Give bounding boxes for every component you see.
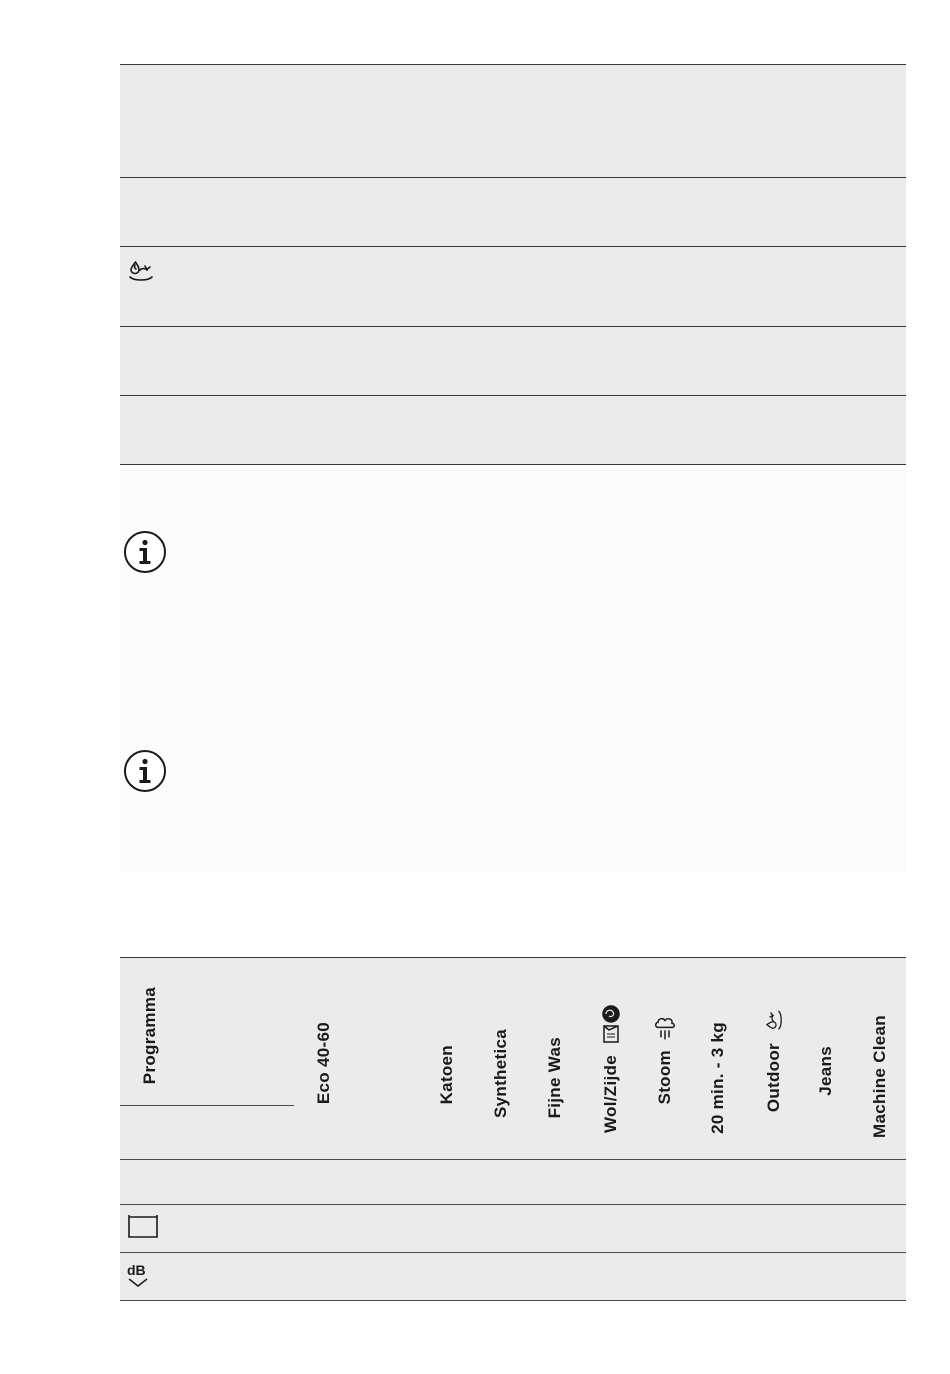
table-row xyxy=(120,396,906,465)
table-row xyxy=(120,65,906,178)
noise-db-icon xyxy=(127,1262,153,1294)
program-label: Fijne Was xyxy=(545,1036,564,1118)
wool-silk-icon xyxy=(600,1004,622,1046)
program-label-stoom xyxy=(654,1015,676,1104)
program-label: Jeans xyxy=(816,1046,835,1096)
program-label: Eco 40-60 xyxy=(314,1021,333,1104)
program-label: Stoom xyxy=(655,1049,674,1104)
program-label-wol-zijde xyxy=(600,1004,622,1133)
table-rule xyxy=(120,1159,906,1160)
header-divider xyxy=(120,1105,294,1106)
table-rule xyxy=(120,1204,906,1205)
outdoor-icon xyxy=(762,1006,786,1034)
top-table xyxy=(120,64,906,465)
programma-header: Programma xyxy=(140,986,159,1084)
program-label: Wol/Zijde xyxy=(601,1055,620,1133)
load-capacity-icon xyxy=(127,1213,159,1243)
program-label: Katoen xyxy=(437,1044,456,1104)
table-row xyxy=(120,178,906,247)
table-row xyxy=(120,327,906,396)
table-rule xyxy=(120,1252,906,1253)
program-label-outdoor xyxy=(762,1006,786,1112)
outdoor-icon xyxy=(126,257,156,285)
info-section xyxy=(120,465,906,873)
program-label: Synthetica xyxy=(491,1029,510,1118)
info-icon xyxy=(123,749,167,793)
table-top-rule xyxy=(120,957,906,958)
table-row xyxy=(120,247,906,327)
steam-icon xyxy=(654,1015,676,1041)
program-label: Machine Clean xyxy=(870,1015,889,1138)
program-label: 20 min. - 3 kg xyxy=(708,1022,727,1134)
program-table xyxy=(120,957,906,1301)
info-icon xyxy=(123,530,167,574)
db-label: dB xyxy=(127,1262,146,1278)
table-rule xyxy=(120,1300,906,1301)
program-label: Outdoor xyxy=(764,1042,783,1112)
